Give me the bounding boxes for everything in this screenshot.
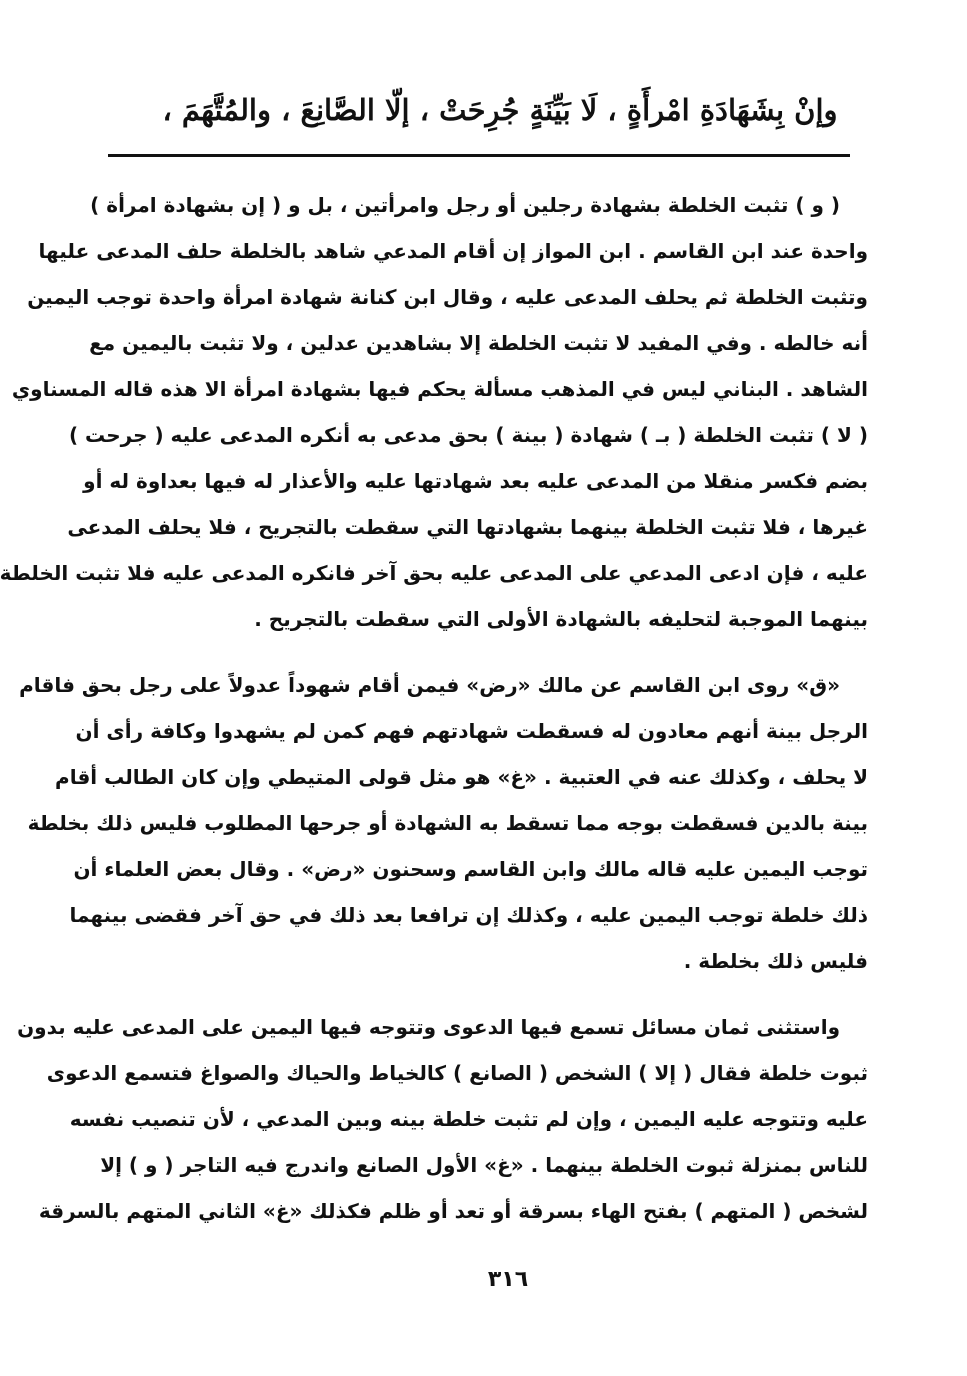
commentary-body bbox=[0, 182, 868, 1242]
text-line: لا يحلف ، وكذلك عنه في العتبية . «غ» هو مثل قولى المتيطي وإن كان الطالب أقام bbox=[55, 765, 868, 789]
paragraph-3 bbox=[17, 1004, 868, 1234]
text-line: عليه ، فإن ادعى المدعي على المدعى عليه بحق آخر فانكره المدعى عليه فلا تثبت الخلطة bbox=[0, 561, 868, 585]
text-line: الشاهد . البناني ليس في المذهب مسألة يحكم فيها بشهادة امرأة الا هذه قاله المسناوي bbox=[11, 377, 868, 401]
text-line: لشخص ( المتهم ) بفتح الهاء بسرقة أو تعد أو ظلم فكذلك «غ» الثاني المتهم بالسرقة bbox=[38, 1199, 868, 1223]
separator-rule bbox=[108, 154, 850, 157]
text-line: بينهما الموجبة لتحليفه بالشهادة الأولى التي سقطت بالتجريح . bbox=[254, 607, 868, 631]
text-line: ذلك خلطة توجب اليمين عليه ، وكذلك إن ترافعا بعد ذلك في حق آخر فقضى بينهما bbox=[69, 903, 868, 927]
text-line: ( لا ) تثبت الخلطة ( بـ ) شهادة ( بينة ) بحق مدعى به أنكره المدعى عليه ( جرحت ) bbox=[68, 423, 868, 447]
text-line: ( و ) تثبت الخلطة بشهادة رجلين أو رجل وامرأتين ، بل و ( إن بشهادة امرأة ) bbox=[90, 193, 840, 217]
text-line: غيرها ، فلا تثبت الخلطة بينهما بشهادتها التي سقطت بالتجريح ، فلا يحلف المدعى bbox=[67, 515, 868, 539]
paragraph-1 bbox=[0, 182, 868, 642]
matn-header: وإنْ بِشَهَادَةِ امْرأَةٍ ، لَا بَيِّنَةٍ جُرِحَتْ ، إلّا الصَّانِعَ ، والمُتَّهَمَ ، bbox=[162, 93, 838, 127]
text-line: بضم فكسر منقلا من المدعى عليه بعد شهادتها عليه والأعذار له فيها بعداوة له أو bbox=[83, 469, 868, 493]
text-line: فليس ذلك بخلطة . bbox=[683, 949, 868, 973]
text-line: للناس بمنزلة ثبوت الخلطة بينهما . «غ» الأول الصانع واندرج فيه التاجر ( و ) إلا bbox=[100, 1153, 868, 1177]
text-line: الرجل بينة أنهم معادون له فسقطت شهادتهم فهم كمن لم يشهدوا وكافة رأى أن bbox=[75, 719, 868, 743]
text-line: واحدة عند ابن القاسم . ابن المواز إن أقام المدعي شاهد بالخلطة حلف المدعى عليها bbox=[38, 239, 868, 263]
text-line: وتثبت الخلطة ثم يحلف المدعى عليه ، وقال ابن كنانة شهادة امرأة واحدة توجب اليمين bbox=[27, 285, 868, 309]
text-line: بينة بالدين فسقطت بوجه مما تسقط به الشهادة أو جرحها المطلوب فليس ذلك بخلطة bbox=[27, 811, 868, 835]
paragraph-2 bbox=[19, 662, 868, 984]
text-line: توجب اليمين عليه قاله مالك وابن القاسم وسحنون «رض» . وقال بعض العلماء أن bbox=[73, 857, 868, 881]
text-line: أنه خالطه . وفي المفيد لا تثبت الخلطة إلا بشاهدين عدلين ، ولا تثبت باليمين مع bbox=[89, 331, 868, 355]
text-line: واستثنى ثمان مسائل تسمع فيها الدعوى وتتوجه فيها اليمين على المدعى عليه بدون bbox=[17, 1015, 840, 1039]
page-number: ٣١٦ bbox=[487, 1267, 529, 1292]
text-line: «ق» روى ابن القاسم عن مالك «رض» فيمن أقام شهوداً عدولاً على رجل بحق فاقام bbox=[19, 673, 840, 697]
text-line: ثبوت خلطة فقال ( إلا ) الشخص ( الصانع ) كالخياط والحياك والصواغ فتسمع الدعوى bbox=[46, 1061, 868, 1085]
text-line: عليه وتتوجه عليه اليمين ، وإن لم تثبت خلطة بينه وبين المدعي ، لأن تنصيب نفسه bbox=[69, 1107, 868, 1131]
